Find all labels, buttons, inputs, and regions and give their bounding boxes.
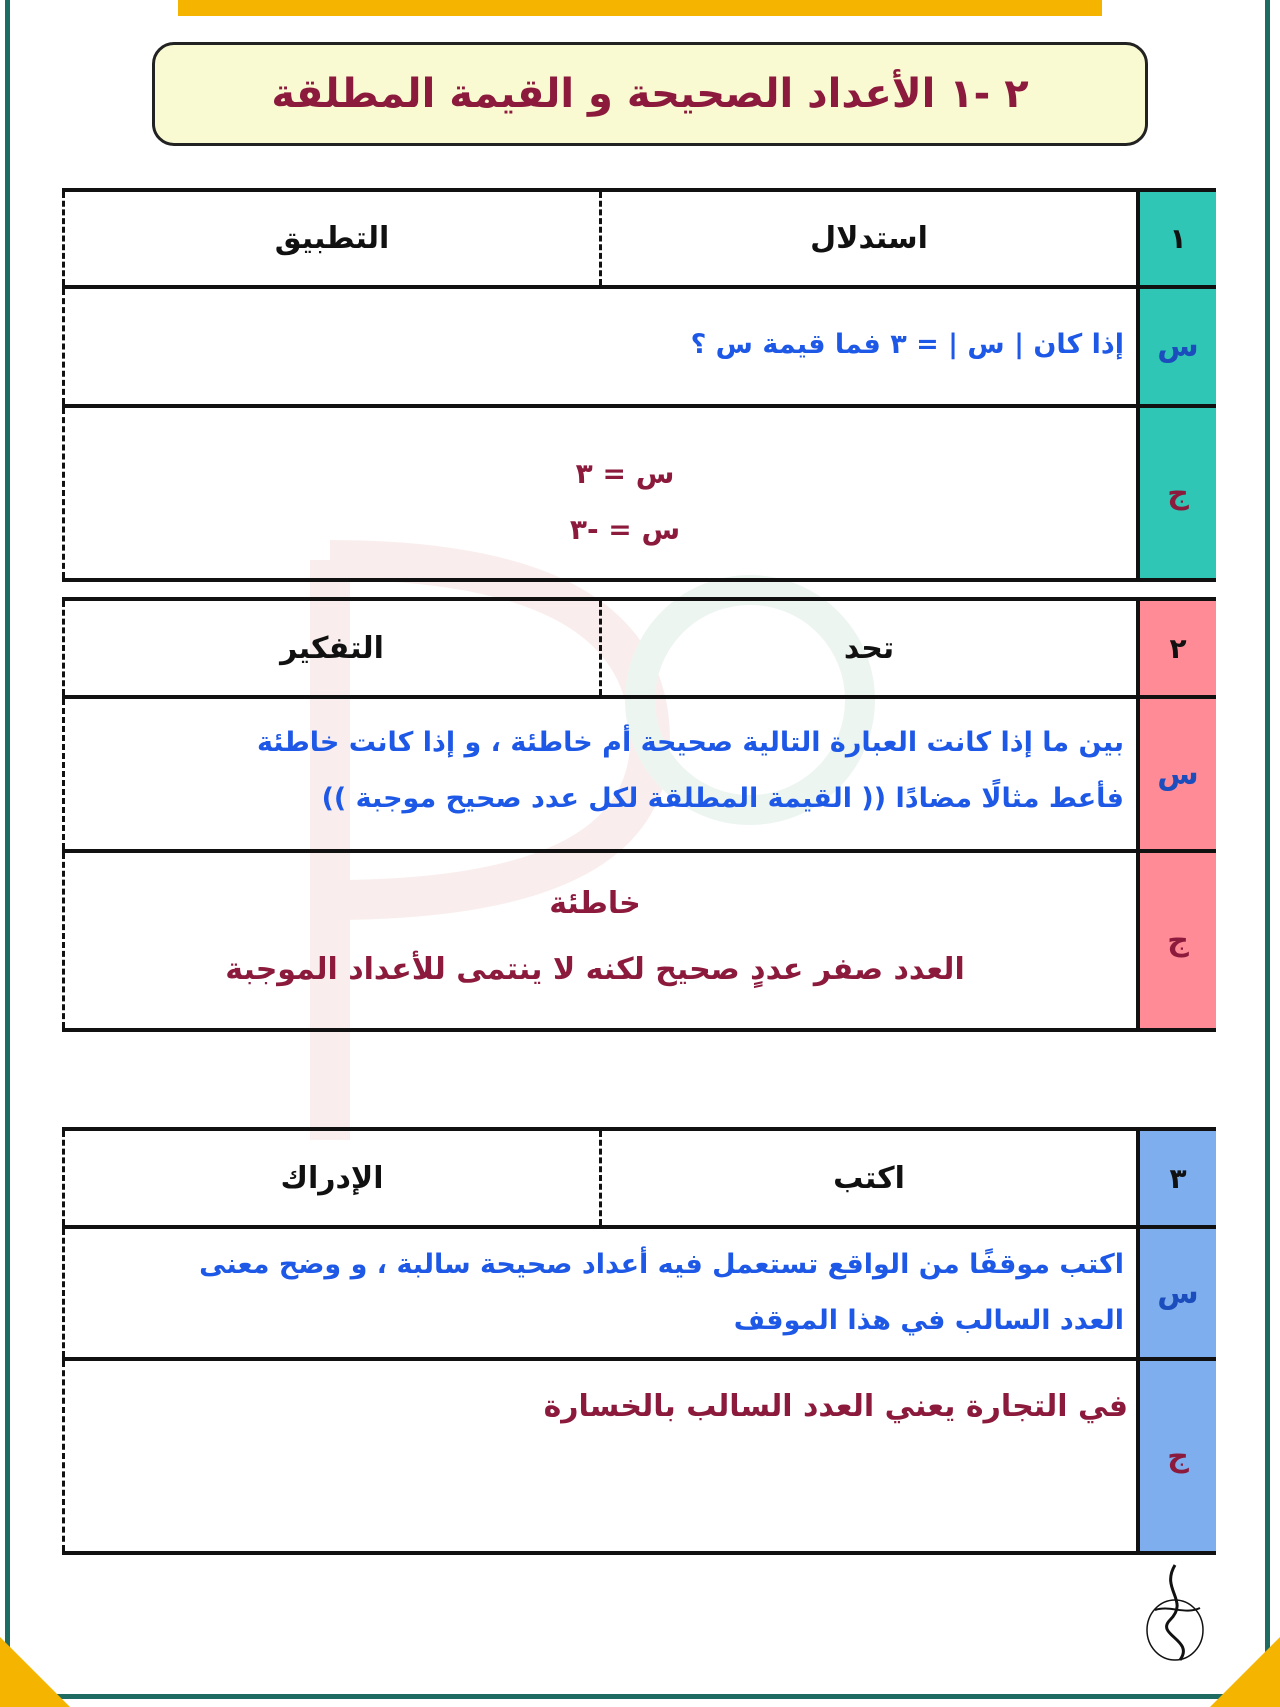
answer-cell [62,408,1140,578]
question-text: إذا كان | س | = ٣ فما قيمة س ؟ [690,329,1124,360]
section-header-row [62,1127,1216,1229]
header-right: استدلال [810,221,928,256]
header-left: التفكير [65,601,602,695]
answer-line: العدد صفر عددٍ صحيح لكنه لا ينتمى للأعداد الموجبة [225,952,965,987]
question-line: فأعط مثالًا مضادًا (( القيمة المطلقة لكل عدد صحيح موجبة )) [321,783,1124,814]
question-cell [62,1229,1140,1357]
top-accent-bar [178,0,1102,16]
answer-label: ج [1140,1361,1216,1551]
section-1 [62,188,1216,582]
answer-cell [62,1361,1140,1551]
section-number: ٣ [1140,1131,1216,1225]
section-header-row [62,597,1216,699]
answer-line: س = ٣ [575,457,675,490]
question-cell [62,699,1140,849]
header-cells [62,1131,1140,1225]
section-3 [62,1127,1216,1555]
answer-row [62,408,1216,582]
section-2 [62,597,1216,1032]
question-cell [62,289,1140,404]
question-row [62,1229,1216,1361]
header-right: اكتب [833,1160,905,1196]
question-row [62,699,1216,853]
header-cells [62,601,1140,695]
title-banner [152,42,1148,146]
header-cells [62,192,1140,285]
answer-line: س = -٣ [569,513,681,546]
answer-row [62,1361,1216,1555]
corner-decoration-left [0,1637,70,1707]
section-number: ١ [1140,192,1216,285]
question-line: العدد السالب في هذا الموقف [733,1305,1124,1336]
question-label: س [1140,1229,1216,1357]
page-title: ٢ -١ الأعداد الصحيحة و القيمة المطلقة [271,71,1029,117]
question-row [62,289,1216,408]
question-label: س [1140,699,1216,849]
answer-cell [62,853,1140,1028]
header-left: الإدراك [65,1131,602,1225]
section-number: ٢ [1140,601,1216,695]
answer-label: ج [1140,408,1216,578]
answer-row [62,853,1216,1032]
answer-line: في التجارة يعني العدد السالب بالخسارة [543,1389,1128,1424]
answer-label: ج [1140,853,1216,1028]
section-header-row [62,188,1216,289]
header-right: تحد [843,630,895,666]
question-label: س [1140,289,1216,404]
signature-icon [1140,1560,1210,1670]
question-line: بين ما إذا كانت العبارة التالية صحيحة أم خاطئة ، و إذا كانت خاطئة [256,727,1124,758]
corner-decoration-right [1210,1637,1280,1707]
question-line: اكتب موقفًا من الواقع تستعمل فيه أعداد صحيحة سالبة ، و وضح معنى [199,1249,1124,1280]
answer-line: خاطئة [549,886,641,921]
header-left: التطبيق [65,192,602,285]
